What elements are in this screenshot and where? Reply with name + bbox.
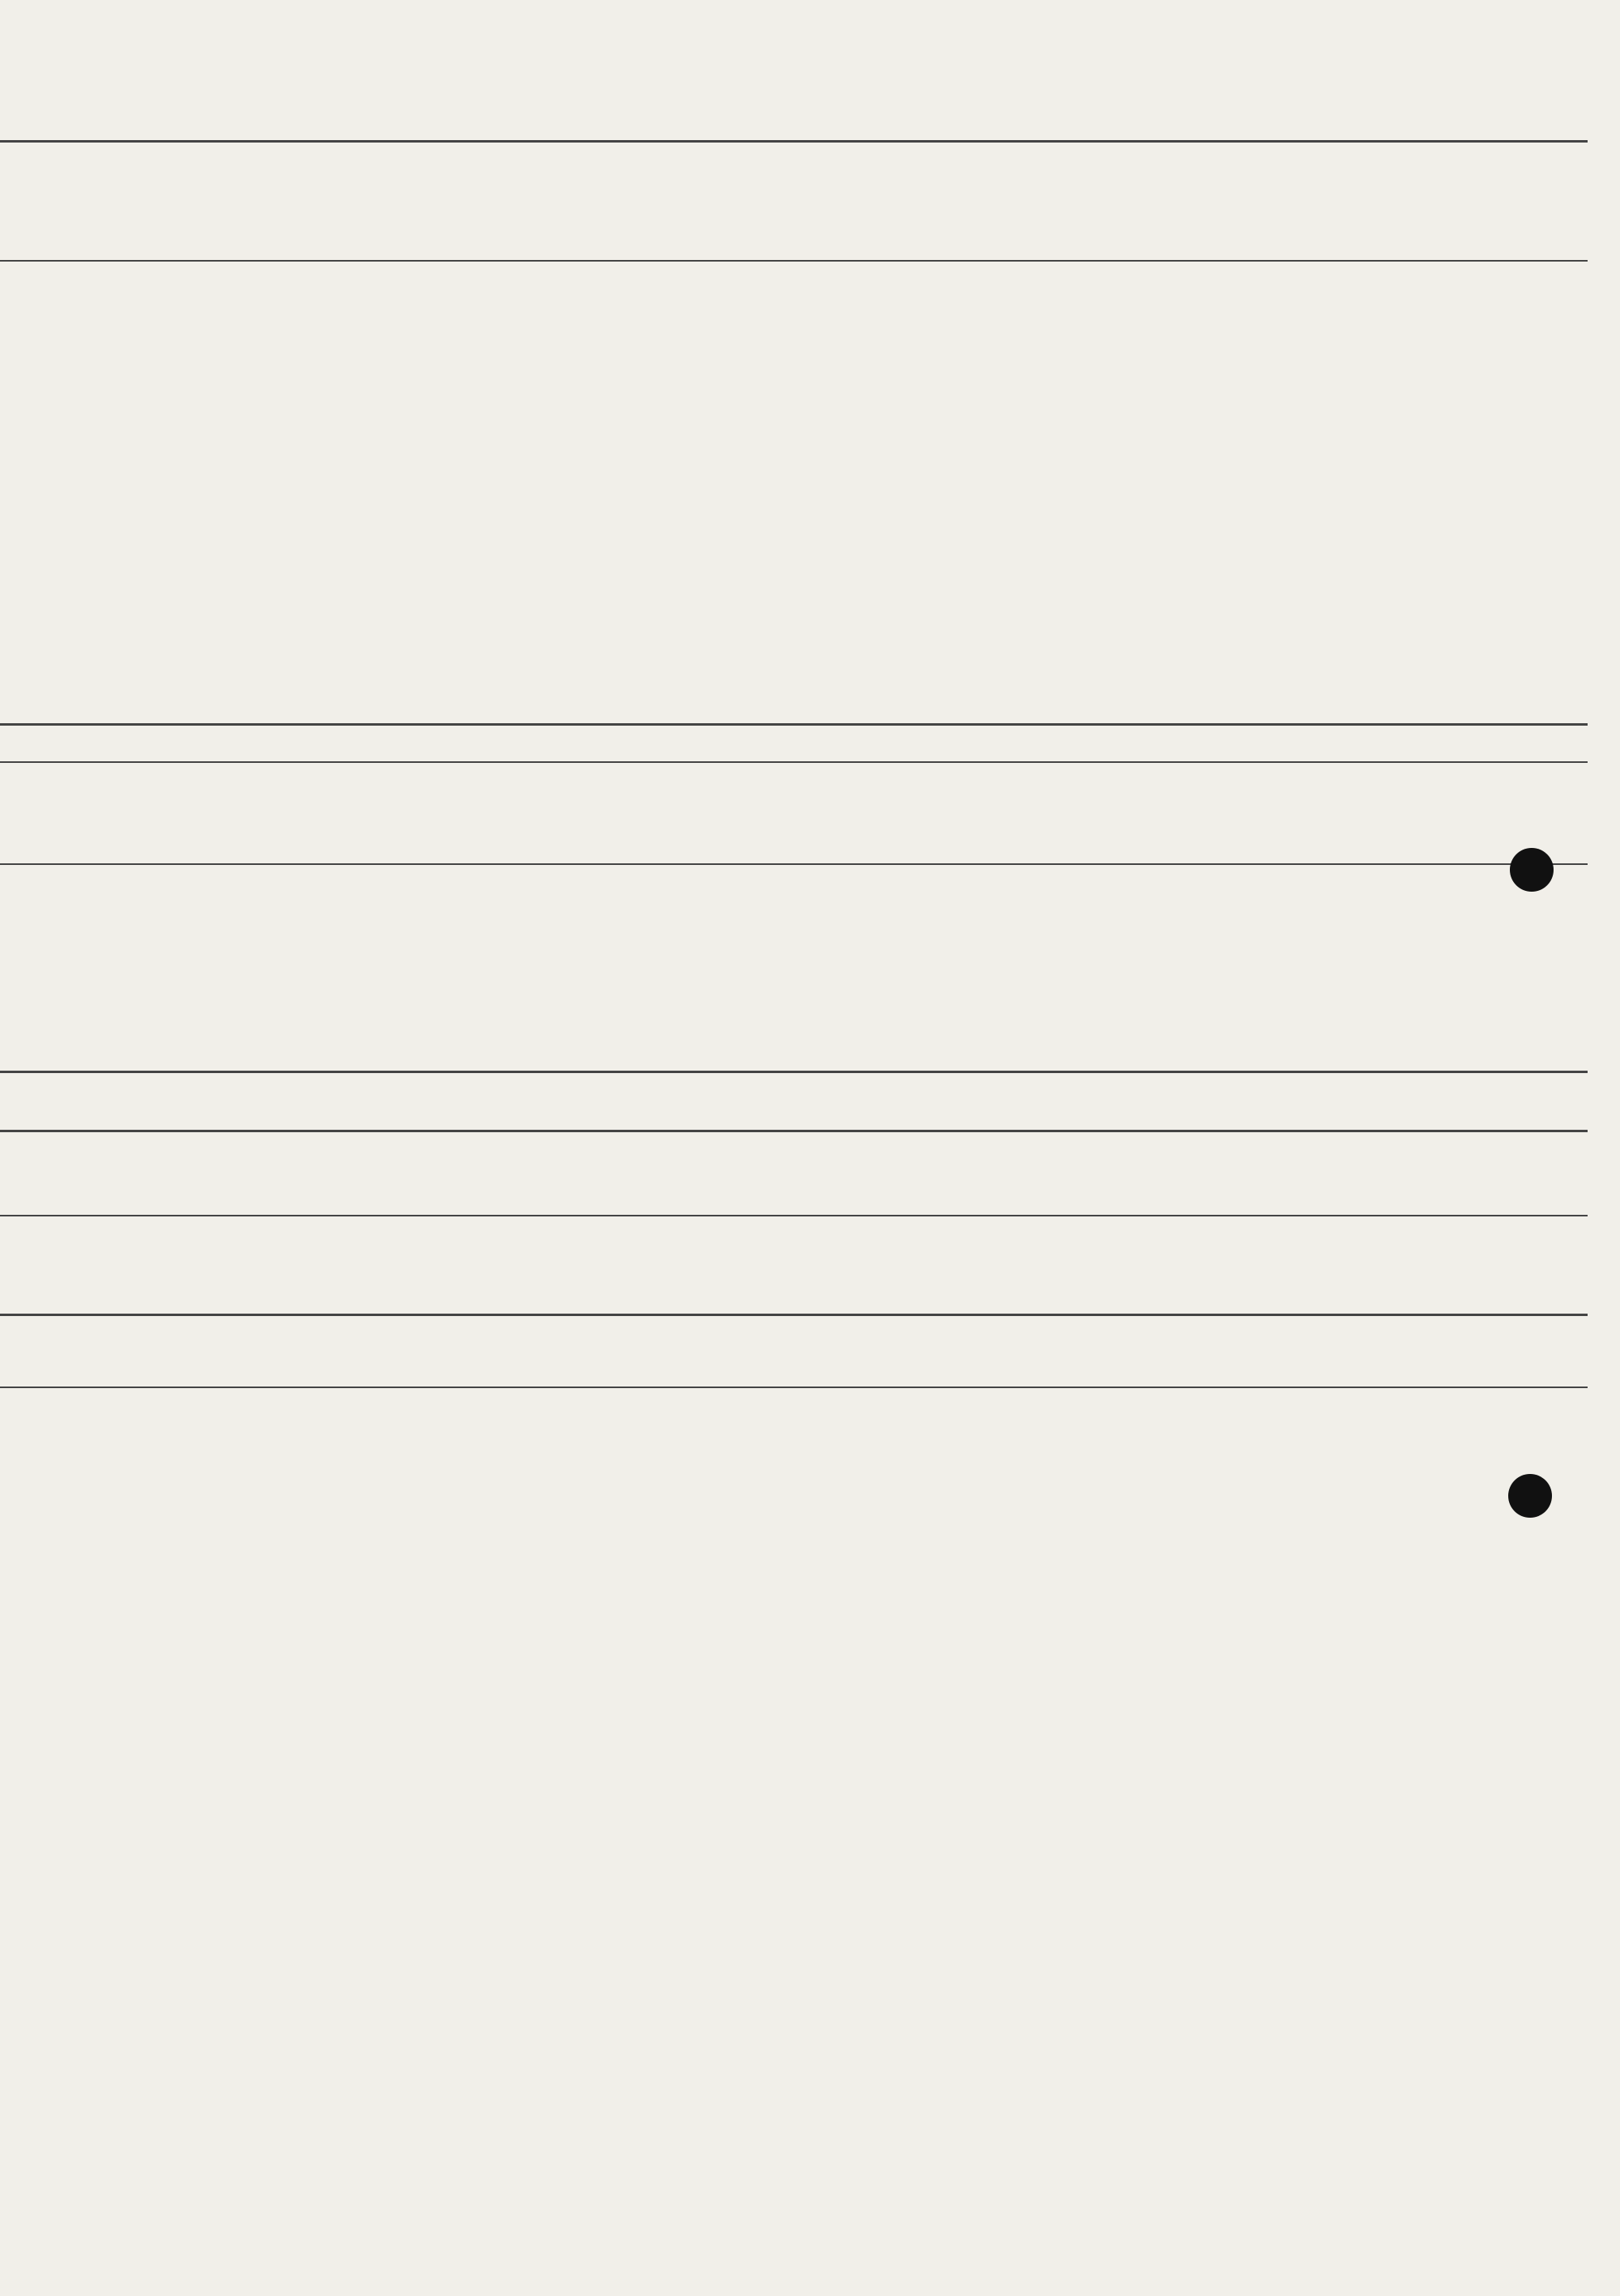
divider (0, 1314, 1588, 1316)
ausland-header (0, 763, 1588, 863)
punch-hole (1510, 848, 1554, 892)
station-legend (1302, 1438, 1347, 2088)
punch-hole (1508, 1474, 1552, 1518)
astro-header (0, 1132, 1588, 1215)
divider (0, 260, 1588, 262)
divider (0, 1071, 1588, 1073)
divider (0, 863, 1588, 865)
table1-header (0, 143, 1588, 260)
divider (0, 723, 1588, 726)
aerological-diagram (40, 1433, 1304, 2203)
divider (0, 1215, 1588, 1216)
divider (0, 1387, 1588, 1388)
